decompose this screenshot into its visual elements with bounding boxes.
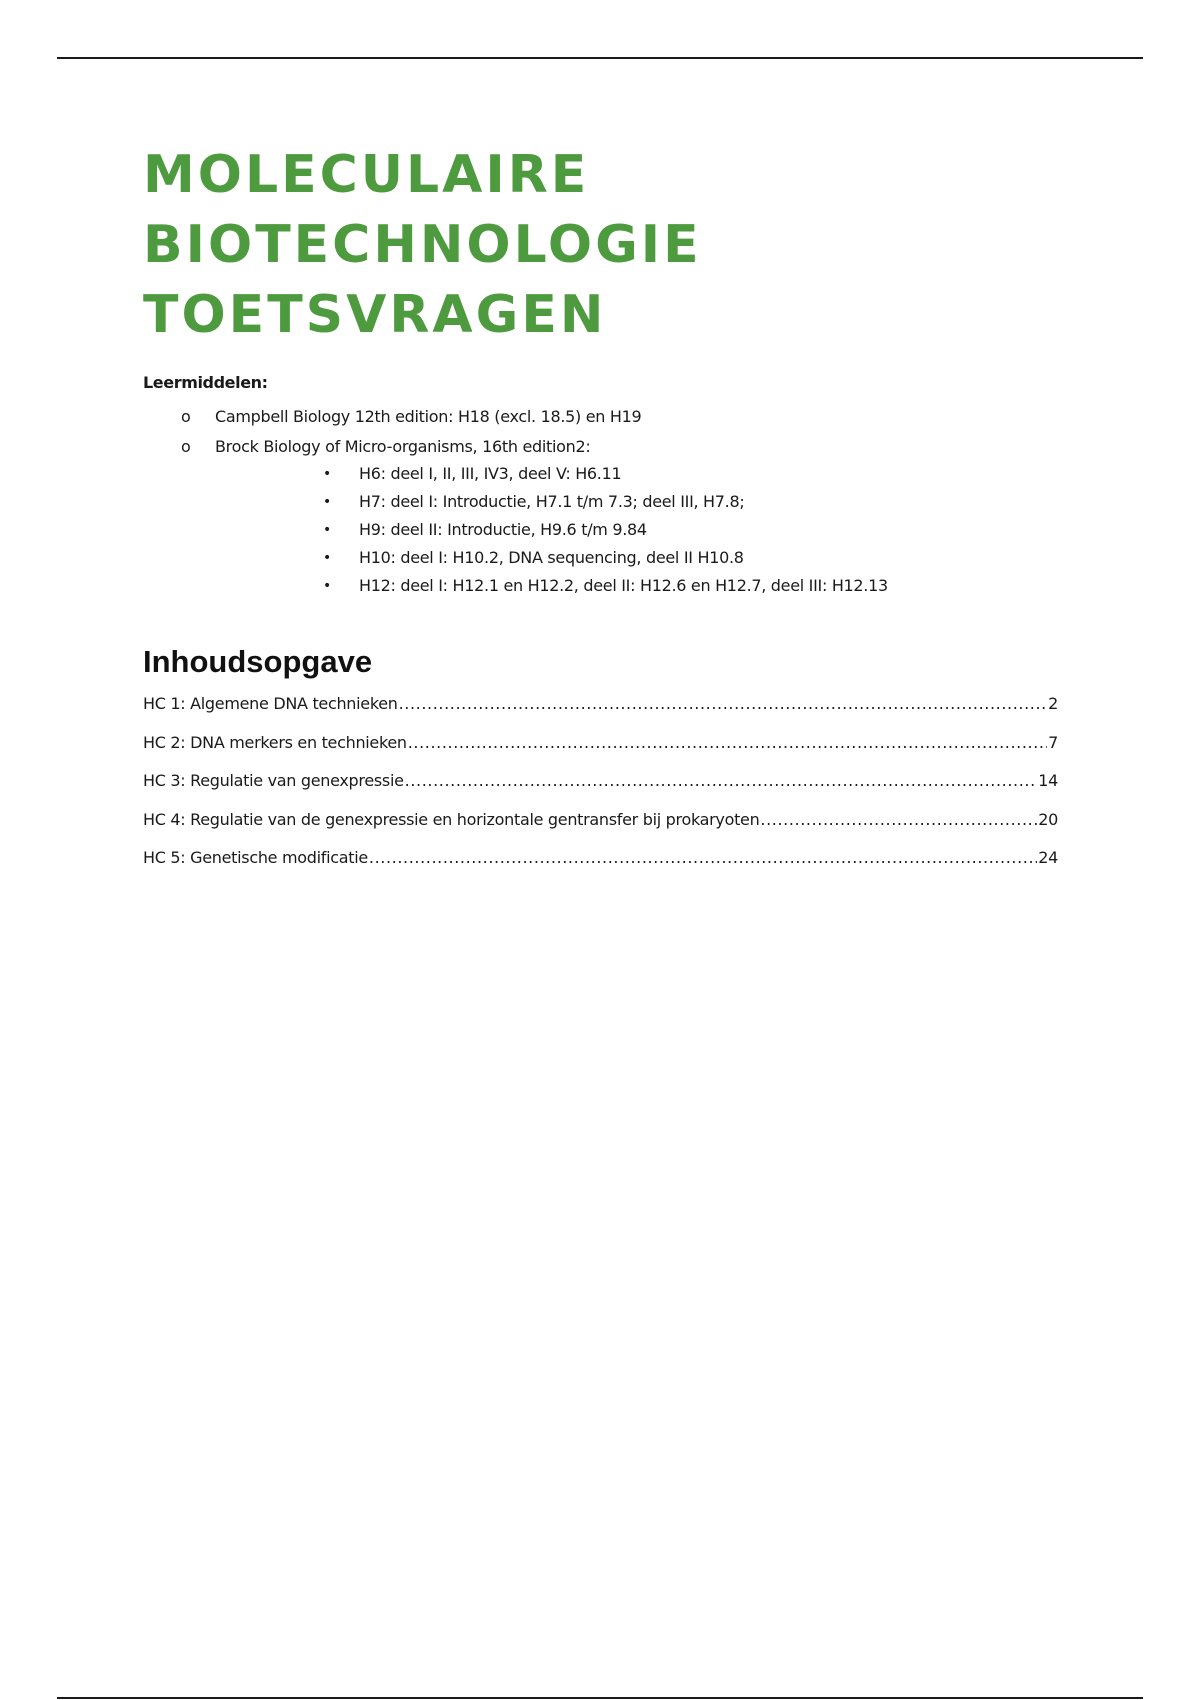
document-title [143, 140, 1058, 350]
resource-subitem [143, 488, 1058, 516]
toc-entry-page[interactable]: 20 [1038, 809, 1058, 829]
resources-list [143, 402, 1058, 600]
toc-dot-leader [369, 848, 1037, 867]
bullet-marker: • [323, 578, 331, 594]
toc-entry[interactable] [143, 810, 1058, 849]
bullet-marker: • [323, 550, 331, 566]
resource-subitem [143, 544, 1058, 572]
title-line: BIOTECHNOLOGIE [143, 215, 702, 275]
resource-subitem-text: H9: deel II: Introductie, H9.6 t/m 9.84 [359, 520, 647, 539]
bullet-marker: • [323, 522, 331, 538]
toc-dot-leader [760, 810, 1037, 829]
resources-label: Leermiddelen: [143, 373, 268, 392]
toc-entry-title[interactable]: HC 5: Genetische modificatie [143, 848, 368, 867]
bullet-marker: • [323, 494, 331, 510]
toc-dot-leader [408, 733, 1047, 752]
toc-entry[interactable] [143, 694, 1058, 733]
resource-sublist [215, 460, 1058, 600]
list-marker: o [181, 437, 191, 456]
resource-subitem [143, 572, 1058, 600]
resource-subitem [143, 516, 1058, 544]
toc-entry-title[interactable]: HC 1: Algemene DNA technieken [143, 694, 398, 713]
resource-subitem-text: H7: deel I: Introductie, H7.1 t/m 7.3; deel III, H7.8; [359, 492, 745, 511]
footer-rule [57, 1697, 1143, 1699]
resource-subitem-text: H6: deel I, II, III, IV3, deel V: H6.11 [359, 464, 622, 483]
toc-heading: Inhoudsopgave [143, 644, 373, 679]
document-body [143, 140, 1058, 887]
toc-entry-page[interactable]: 24 [1038, 848, 1058, 867]
table-of-contents [143, 694, 1058, 887]
toc-entry-page[interactable]: 14 [1038, 771, 1058, 790]
resource-text: Brock Biology of Micro-organisms, 16th edition2: [215, 437, 591, 456]
resource-item [143, 402, 1058, 432]
toc-entry[interactable] [143, 733, 1058, 772]
resource-item [143, 432, 1058, 600]
title-line: TOETSVRAGEN [143, 285, 607, 345]
header-rule [57, 57, 1143, 59]
resource-subitem [143, 460, 1058, 488]
toc-entry-page[interactable]: 2 [1048, 694, 1058, 713]
resource-subitem-text: H12: deel I: H12.1 en H12.2, deel II: H12.6 en H12.7, deel III: H12.13 [359, 576, 888, 595]
list-marker: o [181, 407, 191, 426]
toc-entry[interactable] [143, 771, 1058, 810]
toc-dot-leader [405, 771, 1038, 790]
toc-entry-title[interactable]: HC 4: Regulatie van de genexpressie en horizontale gentransfer bij prokaryoten [143, 809, 760, 829]
toc-dot-leader [399, 694, 1047, 713]
toc-entry-page[interactable]: 7 [1048, 732, 1058, 752]
resource-subitem-text: H10: deel I: H10.2, DNA sequencing, deel II H10.8 [359, 548, 744, 567]
toc-entry-title[interactable]: HC 3: Regulatie van genexpressie [143, 771, 404, 790]
toc-entry[interactable] [143, 848, 1058, 887]
bullet-marker: • [323, 466, 331, 482]
title-line: MOLECULAIRE [143, 145, 590, 205]
resource-text: Campbell Biology 12th edition: H18 (excl. 18.5) en H19 [215, 407, 642, 426]
toc-entry-title[interactable]: HC 2: DNA merkers en technieken [143, 732, 407, 752]
